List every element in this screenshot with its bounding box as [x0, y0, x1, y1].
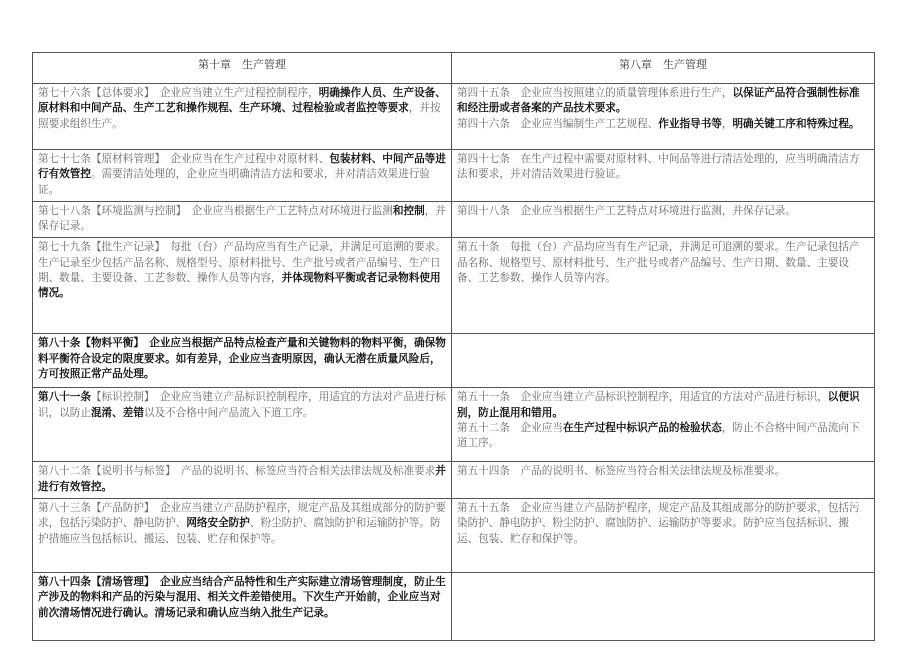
text-segment: 、粉尘防护、腐蚀防护和运输防护等。防护措施应当包括标识、搬运、包装、贮存和保护等。: [38, 517, 441, 545]
bold-text-segment: 第八十四条【清场管理】 企业应当结合产品特性和生产实际建立清场管理制度，防止生产涉及的物料和产品的污染与混用、相关文件差错使用。下次生产开始前，企业应当对前次清场情况进行确认。清场记录和确认应当纳入批生产记录。: [38, 576, 446, 619]
cell-old-regulation: [452, 238, 875, 334]
text-segment: 第五十二条 企业应当: [457, 422, 563, 435]
table-row: [33, 238, 875, 334]
article-paragraph: [457, 421, 869, 452]
table-row: [33, 462, 875, 499]
bold-text-segment: 以便识别，防止混用和错用。: [457, 391, 860, 419]
article-paragraph: [38, 501, 446, 547]
cell-old-regulation: [452, 84, 875, 150]
article-paragraph: [457, 117, 869, 132]
article-paragraph: [38, 152, 446, 198]
text-segment: 【标识控制】 企业应当建立产品标识控制程序，用适宜的方法对产品进行标识，以防止: [38, 391, 446, 419]
table-row: [33, 334, 875, 388]
article-paragraph: [38, 86, 446, 132]
cell-new-regulation: [33, 499, 452, 573]
cell-new-regulation: [33, 201, 452, 238]
cell-old-regulation: [452, 150, 875, 202]
table-row: [33, 573, 875, 641]
text-segment: 第五十一条 企业应当建立产品标识控制程序，用适宜的方法对产品进行标识，: [457, 391, 828, 404]
bold-text-segment: 在生产过程中标识产品的检验状态: [562, 422, 722, 435]
text-segment: 第八十三条【产品防护】 企业应当建立产品防护程序，规定产品及其组成部分的防护要求，包括污染防护、静电防护、: [38, 502, 446, 530]
bold-text-segment: 第八十条【物料平衡】 企业应当根据产品特点检查产量和关键物料的物料平衡，确保物料平衡符合设定的限度要求。如有差异，企业应当查明原因，确认无潜在质量风险后，方可按照正常产品处理。: [38, 337, 446, 381]
bold-text-segment: 和控制: [392, 204, 425, 217]
cell-old-regulation: [452, 201, 875, 238]
text-segment: 第七十八条【环境监测与控制】 企业应当根据生产工艺特点对环境进行监测: [38, 204, 393, 217]
cell-new-regulation: [33, 84, 452, 150]
text-segment: 以及不合格中间产品流入下道工序。: [143, 406, 314, 419]
table-header-row: [33, 53, 875, 84]
text-segment: 第四十八条 企业应当根据生产工艺特点对环境进行监测，并保存记录。: [457, 204, 796, 217]
article-paragraph: [457, 240, 869, 286]
article-paragraph: [457, 464, 869, 479]
text-segment: 第七十七条【原材料管理】 企业应当在生产过程中对原材料、: [38, 153, 330, 165]
cell-new-regulation: [33, 388, 452, 462]
table-row: [33, 499, 875, 573]
text-segment: ，并按照要求组织生产。: [38, 102, 441, 130]
right-chapter-heading: 第八章 生产管理: [452, 53, 875, 84]
article-paragraph: [38, 204, 446, 235]
cell-new-regulation: [33, 573, 452, 641]
article-paragraph: [38, 575, 446, 621]
article-paragraph: [457, 204, 869, 219]
table-row: [33, 150, 875, 202]
cell-new-regulation: [33, 334, 452, 388]
cell-new-regulation: [33, 150, 452, 202]
bold-text-segment: 包装材料、中间产品等进行有效管控: [38, 153, 446, 181]
text-segment: 。需要清洁处理的，企业应当明确清洁方法和要求，并对清洁效果进行验证。: [38, 168, 430, 196]
bold-text-segment: 作业指导书等: [658, 117, 722, 130]
article-paragraph: [38, 464, 446, 495]
bold-text-segment: 明确关键工序和特殊过程。: [732, 117, 860, 130]
cell-new-regulation: [33, 462, 452, 499]
table-body: [33, 84, 875, 641]
bold-text-segment: 网络安全防护: [186, 517, 250, 530]
text-segment: ，: [721, 117, 733, 130]
text-segment: 第八十二条【说明书与标签】 产品的说明书、标签应当符合相关法律法规及标准要求: [38, 465, 436, 478]
article-paragraph: [457, 86, 869, 117]
text-segment: 第五十四条 产品的说明书、标签应当符合相关法律法规及标准要求。: [457, 465, 786, 478]
bold-text-segment: 明确操作人员、生产设备、原材料和中间产品、生产工艺和操作规程、生产环境、过程检验或者监控等要求: [38, 87, 446, 115]
cell-old-regulation: [452, 334, 875, 388]
cell-new-regulation: [33, 238, 452, 334]
cell-old-regulation: [452, 462, 875, 499]
article-paragraph: [457, 152, 869, 183]
text-segment: ，并保存记录。: [38, 204, 446, 233]
article-paragraph: [38, 390, 446, 421]
article-paragraph: [38, 336, 446, 382]
table-row: [33, 84, 875, 150]
text-segment: 第四十五条 企业应当按照建立的质量管理体系进行生产，: [457, 87, 733, 99]
text-segment: 第四十六条 企业应当编制生产工艺规程、: [457, 117, 659, 130]
article-paragraph: [457, 390, 869, 421]
bold-text-segment: 并进行有效管控。: [38, 465, 446, 493]
article-paragraph: [457, 501, 869, 547]
text-segment: 第五十条 每批（台）产品均应当有生产记录，并满足可追溯的要求。生产记录包括产品名称、规格型号、原材料批号、生产批号或者产品编号、生产日期、数量、主要设备、工艺参数、操作人员等内容。: [457, 241, 860, 285]
left-chapter-heading: 第十章 生产管理: [33, 53, 452, 84]
bold-text-segment: 第八十一条: [38, 391, 91, 404]
bold-text-segment: 以保证产品符合强制性标准和经注册或者备案的产品技术要求。: [457, 87, 860, 115]
cell-old-regulation: [452, 499, 875, 573]
text-segment: ，防止不合格中间产品流向下道工序。: [457, 422, 860, 450]
cell-old-regulation: [452, 388, 875, 462]
bold-text-segment: 并体现物料平衡或者记录物料使用情况。: [38, 272, 441, 300]
comparison-table: [32, 52, 875, 641]
text-segment: 第七十九条【批生产记录】 每批（台）产品均应当有生产记录，并满足可追溯的要求。生产记录至少包括产品名称、规格型号、原材料批号、生产批号或者产品编号、生产日期、数量、主要设备、工艺参数、操作人员等内容，: [38, 241, 446, 285]
bold-text-segment: 混淆、差错: [90, 406, 144, 419]
text-segment: 第七十六条【总体要求】 企业应当建立生产过程控制程序，: [38, 87, 319, 99]
table-row: [33, 388, 875, 462]
article-paragraph: [38, 240, 446, 301]
cell-old-regulation: [452, 573, 875, 641]
table-row: [33, 201, 875, 238]
text-segment: 第四十七条 在生产过程中需要对原材料、中间品等进行清洁处理的，应当明确清洁方法和要求，并对清洁效果进行验证。: [457, 153, 860, 181]
text-segment: 第五十五条 企业应当建立产品防护程序，规定产品及其组成部分的防护要求，包括污染防护、静电防护、粉尘防护、腐蚀防护、运输防护等要求。防护应当包括标识、搬运、包装、贮存和保护等。: [457, 502, 860, 545]
